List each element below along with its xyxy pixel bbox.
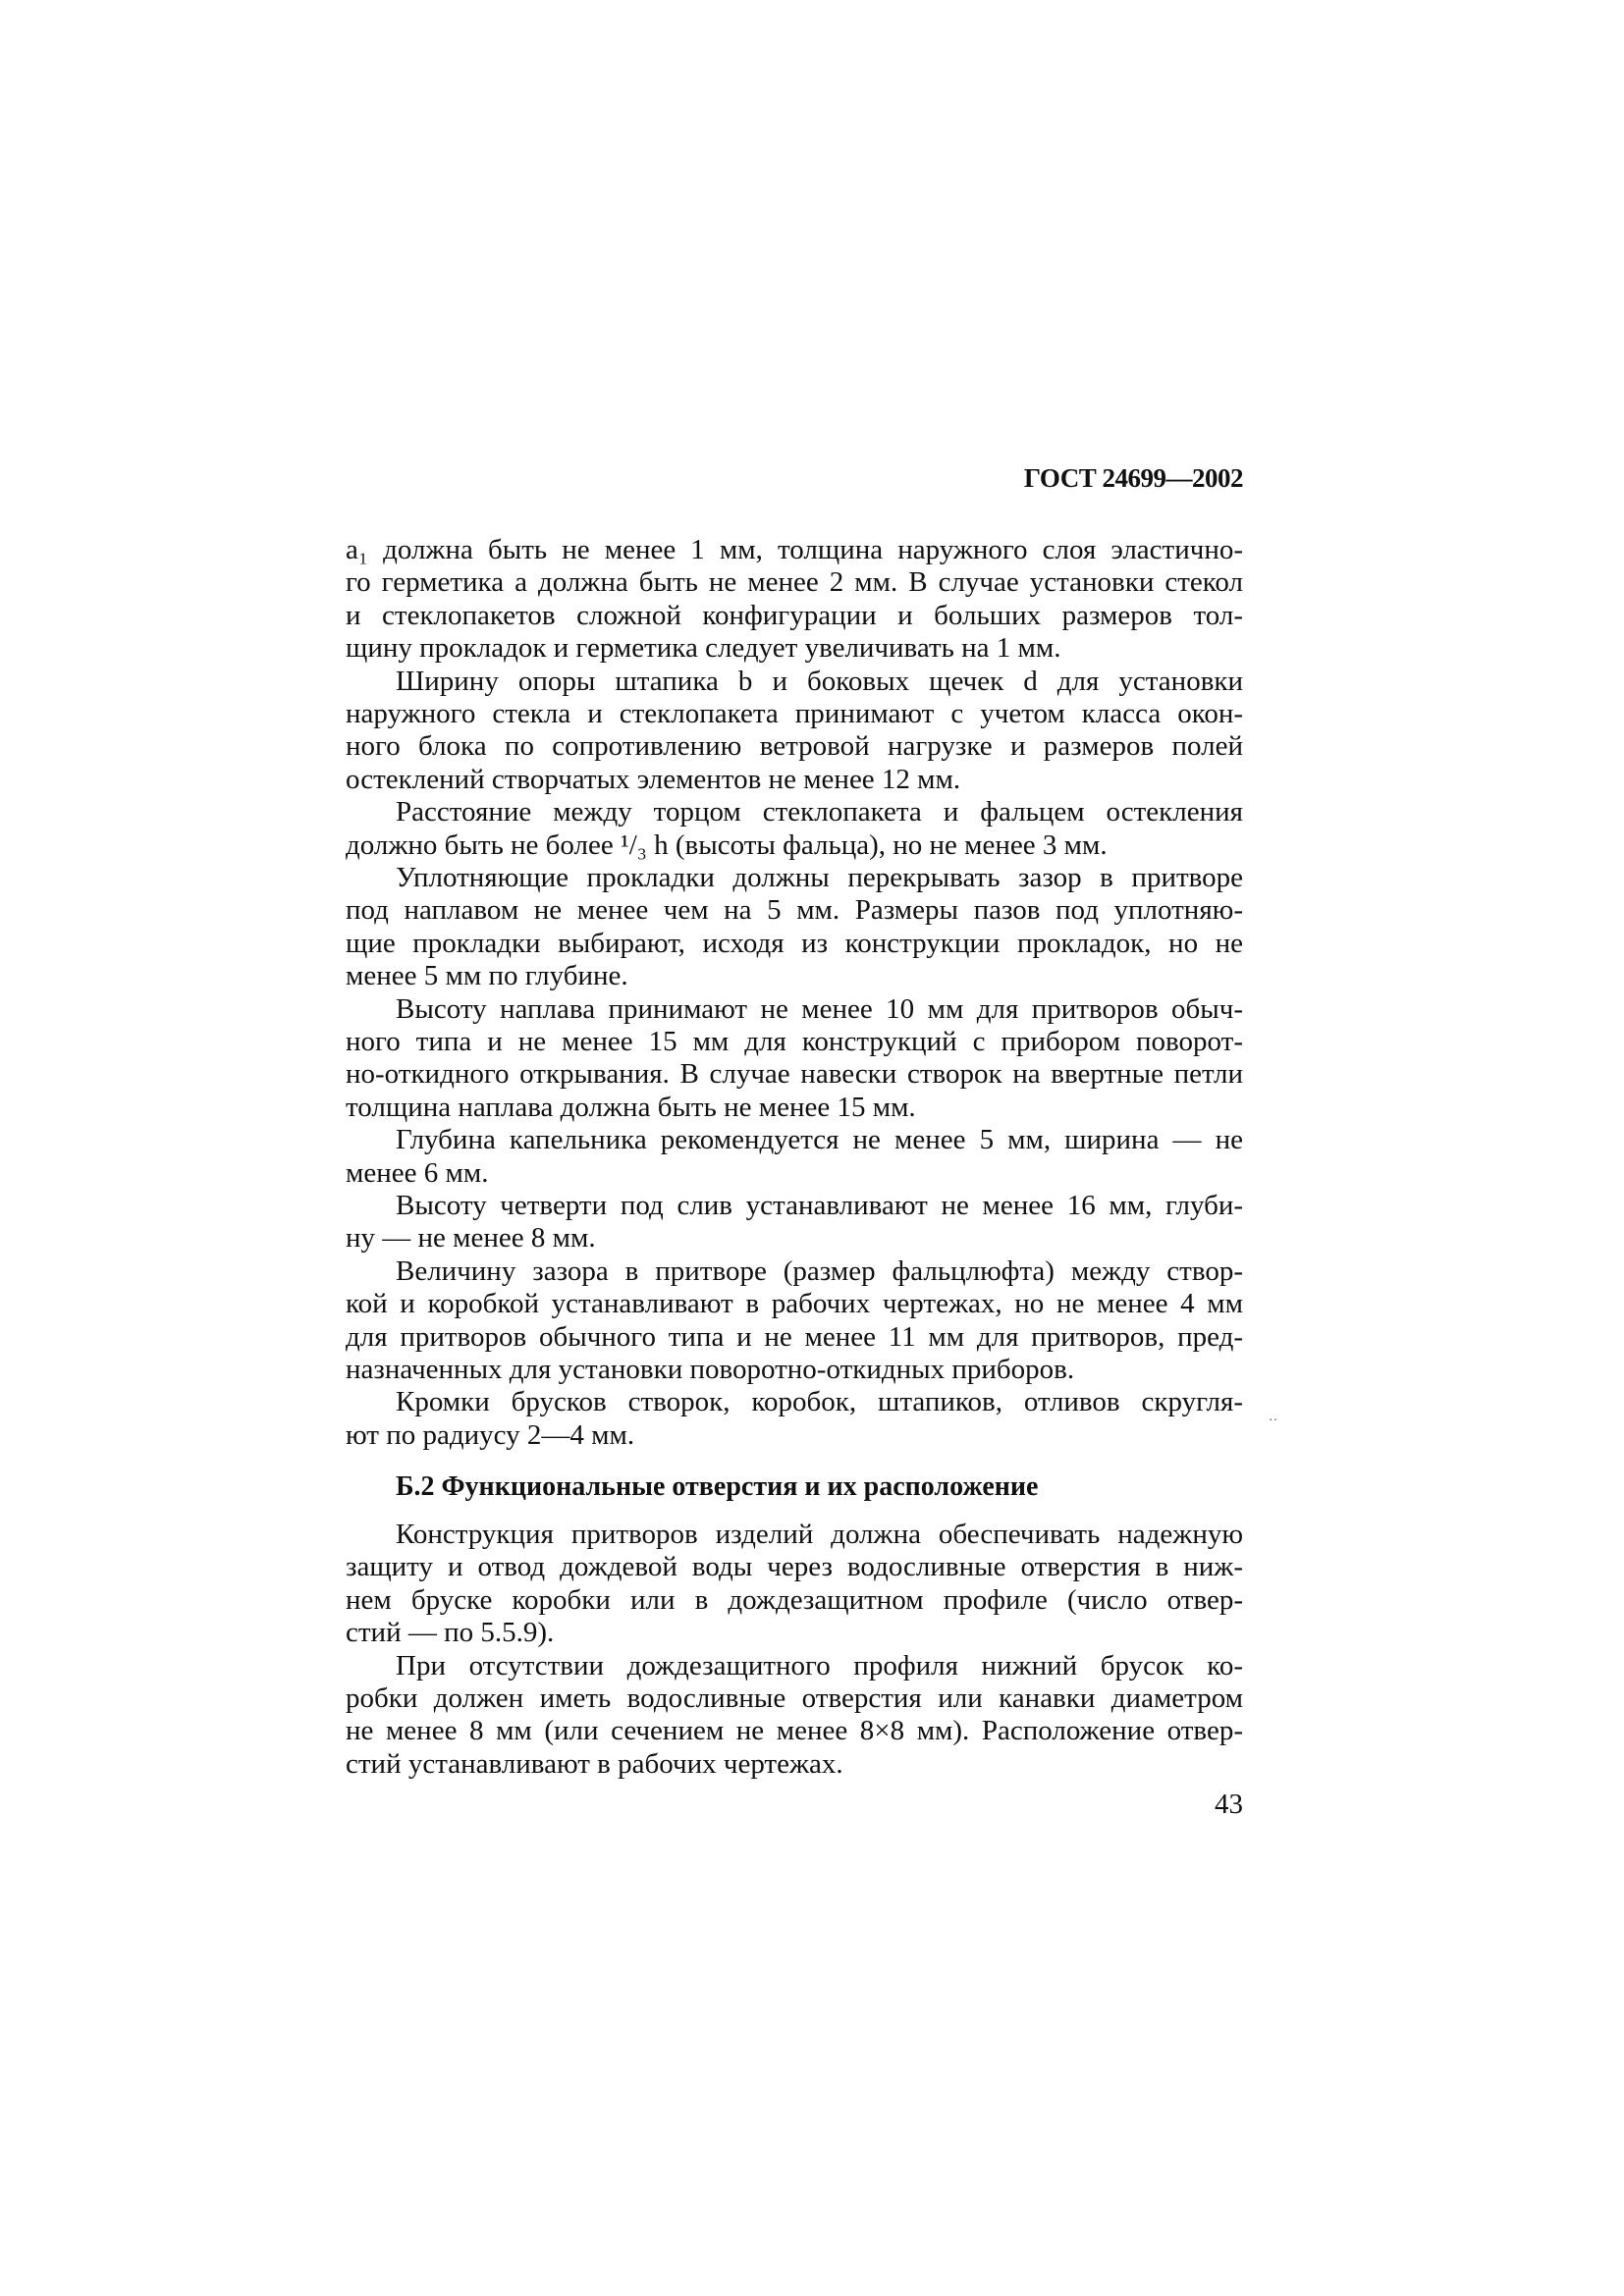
section-heading: Б.2 Функциональные отверстия и их расположение [396,1471,1039,1502]
paragraph-line: го герметика a должна быть не менее 2 мм. В случае установки стекол [346,566,1243,599]
document-code-header: ГОСТ 24699—2002 [1023,463,1243,493]
paragraph-line: ного типа и не менее 15 мм для конструкций с прибором поворот- [346,1026,1243,1057]
paragraph-line: не менее 8 мм (или сечением не менее 8×8 мм). Расположение отвер- [346,1715,1243,1747]
paragraph-line: робки должен иметь водосливные отверстия или канавки диаметром [346,1682,1243,1714]
paragraph-line: остеклений створчатых элементов не менее 12 мм. [346,763,961,795]
paragraph-line: должно быть не более ¹/₃ h (высоты фальца), но не менее 3 мм. [346,828,1108,861]
paragraph-line: под наплавом не менее чем на 5 мм. Размеры пазов под уплотняю- [346,894,1243,927]
paragraph-line: но-откидного открывания. В случае навески створок на ввертные петли [346,1058,1243,1091]
paragraph-line: a₁ должна быть не менее 1 мм, толщина наружного слоя эластично- [346,534,1243,565]
paragraph-line: назначенных для установки поворотно-откидных приборов. [346,1354,1075,1385]
paragraph-line: нем бруске коробки или в дождезащитном профиле (число отвер- [346,1583,1243,1616]
paragraph-line: стий устанавливают в рабочих чертежах. [346,1747,843,1780]
paragraph-line: При отсутствии дождезащитного профиля нижний брусок ко- [396,1649,1243,1682]
scan-speck: ·· [1269,1414,1278,1428]
paragraph-line: менее 6 мм. [346,1156,489,1189]
paragraph-line: щину прокладок и герметика следует увеличивать на 1 мм. [346,632,1061,665]
paragraph-line: Расстояние между торцом стеклопакета и фальцем остекления [396,796,1243,828]
paragraph-line: стий — по 5.5.9). [346,1617,555,1649]
paragraph-line: Величину зазора в притворе (размер фальцлюфта) между створ- [396,1255,1243,1287]
paragraph-line: наружного стекла и стеклопакета принимают с учетом класса окон- [346,698,1243,729]
paragraph-line: менее 5 мм по глубине. [346,960,628,992]
paragraph-line: ну — не менее 8 мм. [346,1222,596,1255]
paragraph-line: ют по радиусу 2—4 мм. [346,1418,635,1451]
paragraph-line: Кромки брусков створок, коробок, штапиков, отливов скругля- [396,1386,1243,1418]
paragraph-line: Уплотняющие прокладки должны перекрывать зазор в притворе [396,862,1243,893]
paragraph-line: Глубина капельника рекомендуется не менее 5 мм, ширина — не [396,1124,1243,1156]
paragraph-line: ного блока по сопротивлению ветровой нагрузке и размеров полей [346,730,1243,763]
paragraph-line: кой и коробкой устанавливают в рабочих чертежах, но не менее 4 мм [346,1288,1243,1320]
paragraph-line: и стеклопакетов сложной конфигурации и больших размеров тол- [346,599,1243,631]
paragraph-line: толщина наплава должна быть не менее 15 мм. [346,1091,916,1123]
paragraph-line: Высоту четверти под слив устанавливают не менее 16 мм, глуби- [396,1190,1243,1221]
paragraph-line: щие прокладки выбирают, исходя из конструкции прокладок, но не [346,927,1243,959]
paragraph-line: для притворов обычного типа и не менее 11 мм для притворов, пред- [346,1320,1243,1353]
page-number: 43 [1215,1789,1243,1820]
paragraph-line: Конструкция притворов изделий должна обеспечивать надежную [396,1519,1243,1550]
paragraph-line: защиту и отвод дождевой воды через водосливные отверстия в ниж- [346,1551,1243,1583]
paragraph-line: Ширину опоры штапика b и боковых щечек d для установки [396,665,1243,697]
paragraph-line: Высоту наплава принимают не менее 10 мм для притворов обыч- [396,992,1243,1025]
